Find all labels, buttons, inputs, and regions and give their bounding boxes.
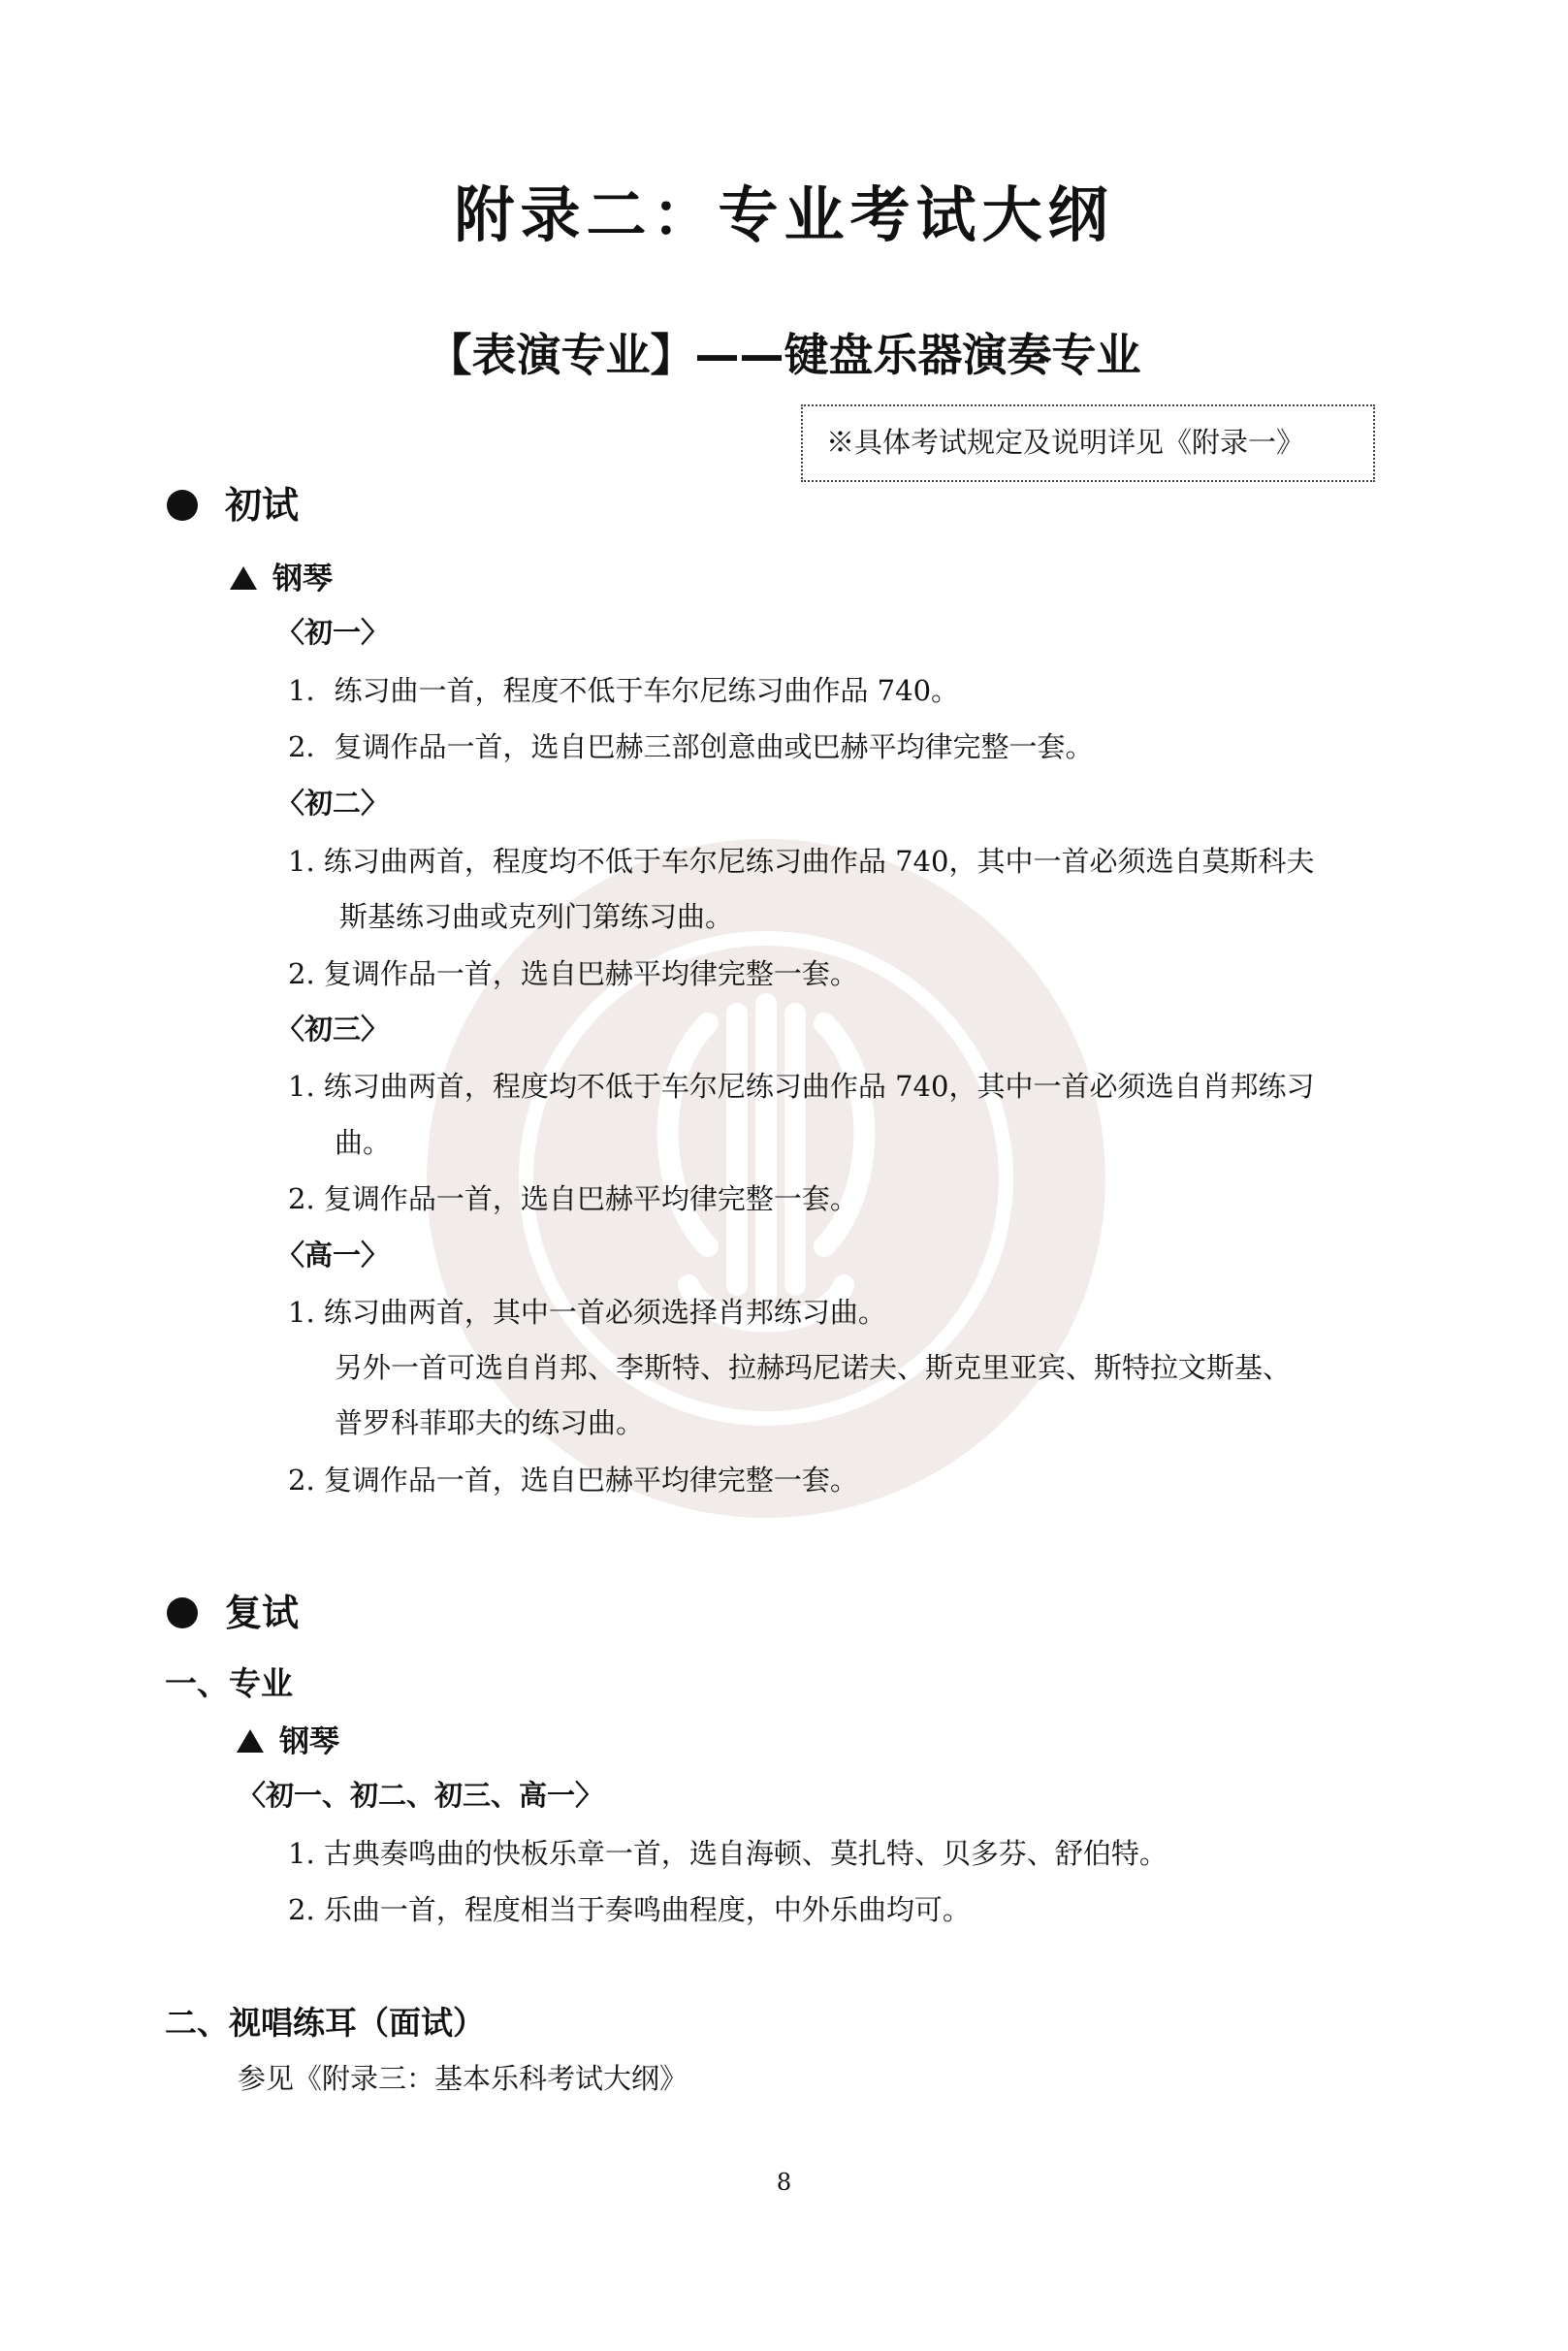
- page-title: 附录二：专业考试大纲: [454, 179, 1114, 250]
- retest-part2-heading: 二、视唱练耳（面试）: [165, 2004, 485, 2042]
- instrument-prelim: [230, 554, 333, 597]
- page-number: 8: [776, 2169, 792, 2196]
- grade-label: 〈初二〉: [276, 787, 390, 820]
- section-retest: [167, 1583, 299, 1636]
- bullet-icon: [167, 1597, 198, 1628]
- grade-label: 〈初三〉: [276, 1013, 390, 1046]
- list-item: 2. 复调作品一首，选自巴赫平均律完整一套。: [288, 957, 858, 990]
- list-item: 1. 练习曲两首，程度均不低于车尔尼练习曲作品 740，其中一首必须选自肖邦练习: [288, 1070, 1315, 1103]
- grade-label: 〈高一〉: [276, 1239, 390, 1272]
- section-prelim-label: 初试: [225, 484, 300, 527]
- triangle-icon: [237, 1729, 264, 1753]
- list-item: 2. 复调作品一首，选自巴赫平均律完整一套。: [288, 1182, 858, 1215]
- list-item-continuation: 斯基练习曲或克列门第练习曲。: [339, 900, 734, 933]
- list-item-continuation: 曲。: [335, 1126, 392, 1159]
- bullet-icon: [167, 490, 198, 521]
- list-item: 2. 乐曲一首，程度相当于奏鸣曲程度，中外乐曲均可。: [288, 1893, 971, 1926]
- instrument-retest: [237, 1717, 339, 1760]
- list-item-continuation: 另外一首可选自肖邦、李斯特、拉赫玛尼诺夫、斯克里亚宾、斯特拉文斯基、: [335, 1351, 1292, 1384]
- triangle-icon: [230, 566, 257, 590]
- instrument-prelim-label: 钢琴: [272, 562, 333, 596]
- list-item: 1. 练习曲两首，其中一首必须选择肖邦练习曲。: [288, 1296, 886, 1329]
- section-prelim: [167, 475, 299, 529]
- list-item: 1. 古典奏鸣曲的快板乐章一首，选自海顿、莫扎特、贝多芬、舒伯特。: [288, 1837, 1168, 1870]
- page-subtitle: 【表演专业】——键盘乐器演奏专业: [427, 329, 1141, 381]
- list-item: 1．练习曲一首，程度不低于车尔尼练习曲作品 740。: [288, 674, 960, 707]
- grades-label: 〈初一、初二、初三、高一〉: [238, 1779, 604, 1812]
- list-item: 2. 复调作品一首，选自巴赫平均律完整一套。: [288, 1464, 858, 1497]
- retest-part1-heading: 一、专业: [165, 1664, 293, 1702]
- reference-text: 参见《附录三：基本乐科考试大纲》: [238, 2062, 688, 2095]
- list-item: 2．复调作品一首，选自巴赫三部创意曲或巴赫平均律完整一套。: [288, 730, 1094, 763]
- list-item: 1. 练习曲两首，程度均不低于车尔尼练习曲作品 740，其中一首必须选自莫斯科夫: [288, 845, 1315, 878]
- instrument-retest-label: 钢琴: [279, 1724, 339, 1759]
- list-item-continuation: 普罗科菲耶夫的练习曲。: [335, 1406, 645, 1439]
- note-text: ※具体考试规定及说明详见《附录一》: [826, 426, 1305, 459]
- grade-label: 〈初一〉: [276, 616, 390, 649]
- section-retest-label: 复试: [225, 1592, 300, 1634]
